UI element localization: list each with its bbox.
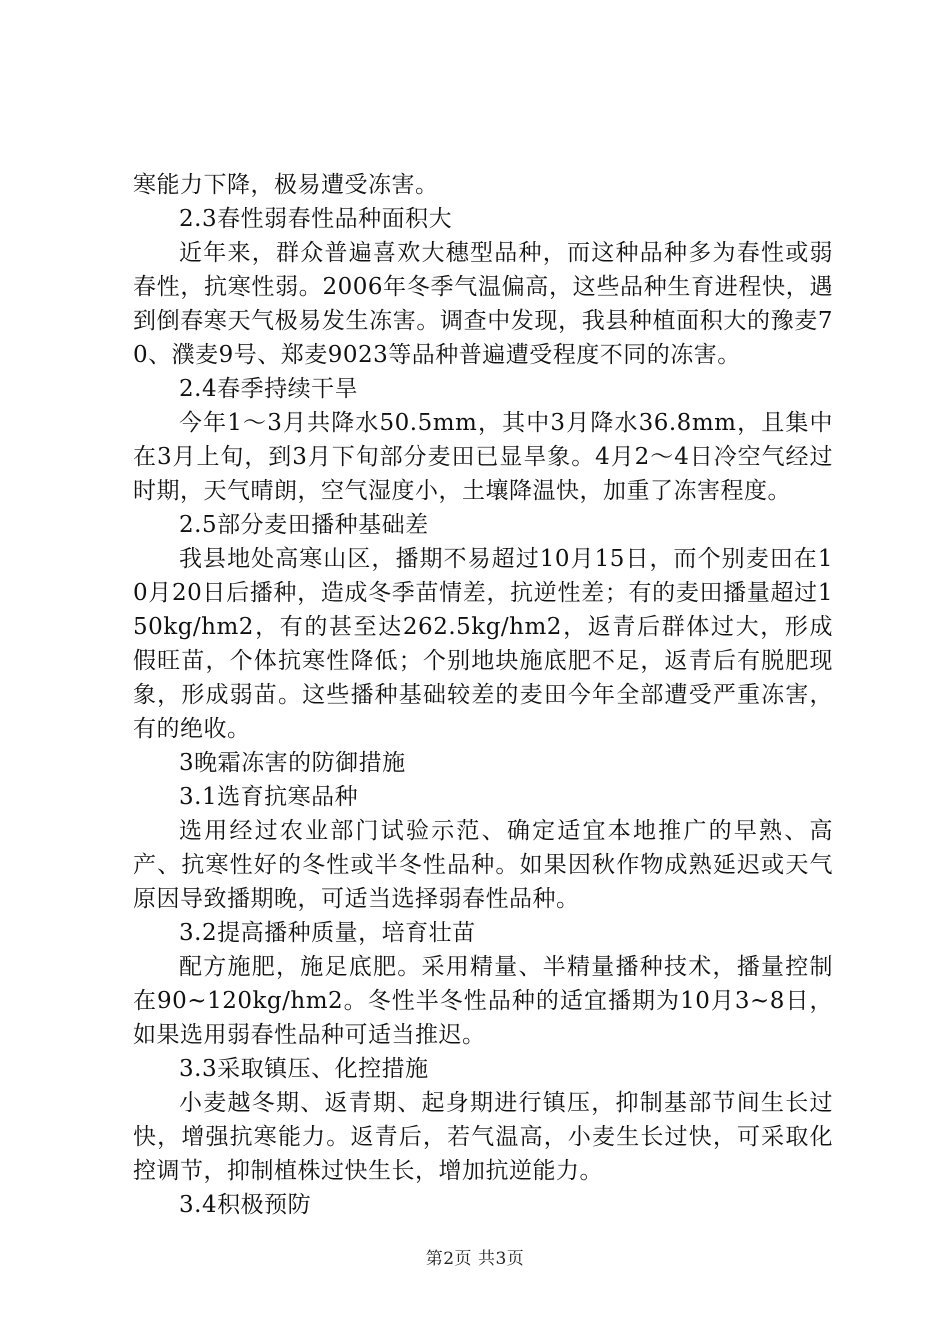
section-heading-2-3: 2.3春性弱春性品种面积大 <box>179 206 453 232</box>
section-heading-2-5: 2.5部分麦田播种基础差 <box>179 512 429 538</box>
paragraph-2-4: 今年1～3月共降水50.5mm，其中3月降水36.8mm，且集中在3月上旬，到3月下旬部分麦田已显旱象。4月2～4日冷空气经过时期，天气晴朗，空气湿度小，土壤降温快，加重了冻害程度。 <box>133 410 833 504</box>
paragraph-continuation: 寒能力下降，极易遭受冻害。 <box>133 172 439 198</box>
document-body <box>133 168 833 1222</box>
paragraph-3-3: 小麦越冬期、返青期、起身期进行镇压，抑制基部节间生长过快，增强抗寒能力。返青后，若气温高，小麦生长过快，可采取化控调节，抑制植株过快生长，增加抗逆能力。 <box>133 1090 833 1184</box>
paragraph-2-5: 我县地处高寒山区，播期不易超过10月15日，而个别麦田在10月20日后播种，造成冬季苗情差，抗逆性差；有的麦田播量超过150kg/hm2，有的甚至达262.5kg/hm2，返青后群体过大，形成假旺苗，个体抗寒性降低；个别地块施底肥不足，返青后有脱肥现象，形成弱苗。这些播种基础较差的麦田今年全部遭受严重冻害，有的绝收。 <box>133 546 833 742</box>
section-heading-3-3: 3.3采取镇压、化控措施 <box>179 1056 429 1082</box>
section-heading-3: 3晚霜冻害的防御措施 <box>179 750 406 776</box>
section-heading-3-2: 3.2提高播种质量，培育壮苗 <box>179 920 476 946</box>
page-footer <box>0 1244 950 1269</box>
page-number-label: 第2页 共3页 <box>425 1249 525 1269</box>
paragraph-2-3: 近年来，群众普遍喜欢大穗型品种，而这种品种多为春性或弱春性，抗寒性弱。2006年冬季气温偏高，这些品种生育进程快，遇到倒春寒天气极易发生冻害。调查中发现，我县种植面积大的豫麦70、濮麦9号、郑麦9023等品种普遍遭受程度不同的冻害。 <box>133 240 833 368</box>
paragraph-3-2: 配方施肥，施足底肥。采用精量、半精量播种技术，播量控制在90~120kg/hm2。冬性半冬性品种的适宜播期为10月3~8日，如果选用弱春性品种可适当推迟。 <box>133 954 833 1048</box>
paragraph-3-1: 选用经过农业部门试验示范、确定适宜本地推广的早熟、高产、抗寒性好的冬性或半冬性品种。如果因秋作物成熟延迟或天气原因导致播期晚，可适当选择弱春性品种。 <box>133 818 833 912</box>
section-heading-2-4: 2.4春季持续干旱 <box>179 376 359 402</box>
section-heading-3-4: 3.4积极预防 <box>179 1192 312 1218</box>
section-heading-3-1: 3.1选育抗寒品种 <box>179 784 359 810</box>
